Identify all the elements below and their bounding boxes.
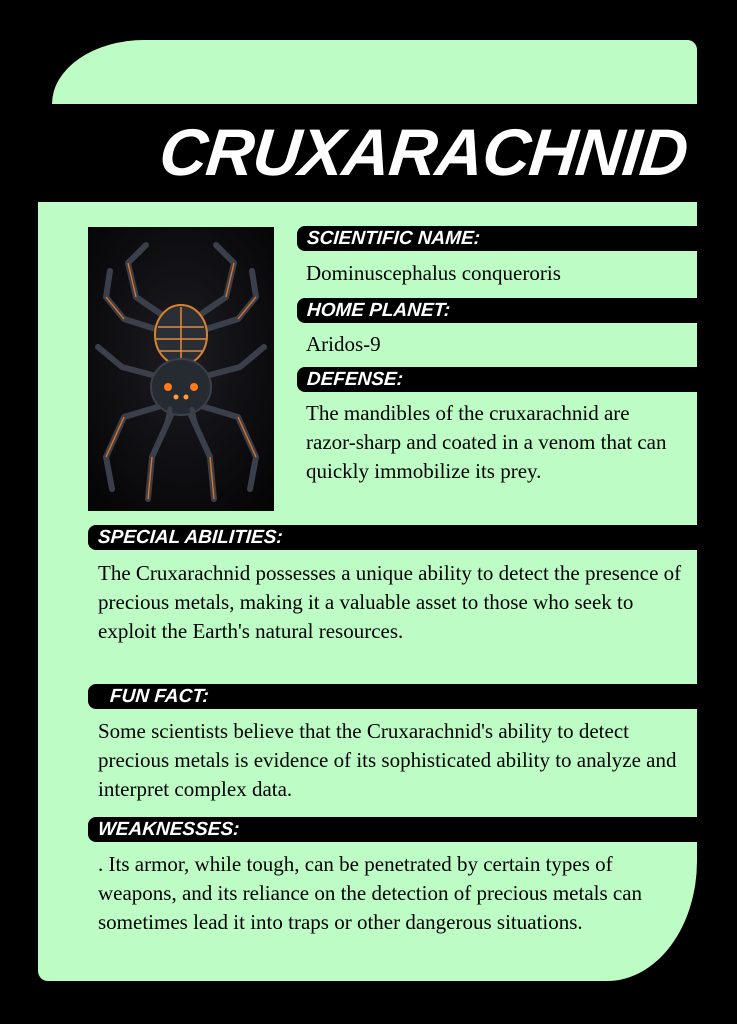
- defense-label: DEFENSE:: [297, 367, 737, 392]
- special-abilities-label: SPECIAL ABILITIES:: [88, 525, 737, 550]
- scientific-name-value: Dominuscephalus conqueroris: [306, 261, 561, 285]
- weaknesses-value: . Its armor, while tough, can be penetrated by certain types of weapons, and its reliance on the detection of precious metals can sometimes lead it into traps or other dangerous situations.: [98, 852, 643, 934]
- fun-fact-value: Some scientists believe that the Cruxarachnid's ability to detect precious metals is evidence of its sophisticated ability to analyze and interpret complex data.: [98, 719, 677, 801]
- home-planet-label: HOME PLANET:: [297, 298, 737, 323]
- weaknesses-label: WEAKNESSES:: [88, 817, 737, 842]
- fun-fact-label: FUN FACT:: [88, 684, 737, 709]
- spider-creature-illustration: [88, 227, 274, 511]
- card-header-band: [52, 40, 697, 104]
- card-title: CRUXARACHNID: [156, 115, 691, 189]
- scientific-name-label: SCIENTIFIC NAME:: [297, 226, 737, 251]
- defense-value: The mandibles of the cruxarachnid are razor-sharp and coated in a venom that can quickly immobilize its prey.: [306, 401, 667, 483]
- special-abilities-value: The Cruxarachnid possesses a unique ability to detect the presence of precious metals, making it a valuable asset to those who seek to exploit the Earth's natural resources.: [98, 561, 682, 643]
- home-planet-value: Aridos-9: [306, 332, 381, 356]
